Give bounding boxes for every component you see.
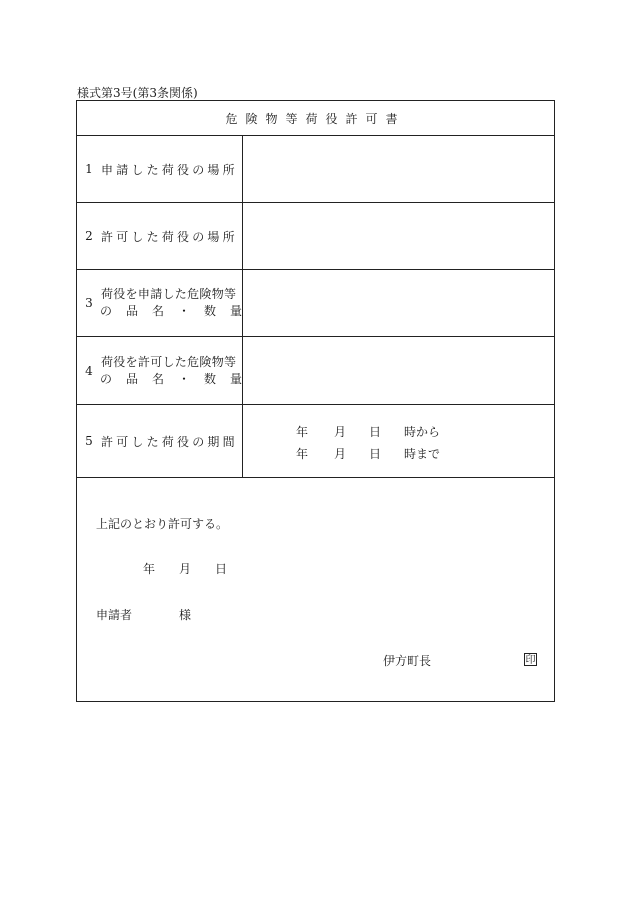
row-label-line1: 荷役を申請した危険物等 (101, 287, 237, 301)
row-permitted-goods (77, 337, 554, 405)
row-number: 5 (85, 434, 93, 448)
row-label: 許可した荷役の期間 (101, 434, 238, 449)
row-label-line2: の品名・数量 (100, 304, 257, 318)
row-label-cell (77, 337, 257, 404)
form-number-label: 様式第3号(第3条関係) (77, 86, 198, 100)
row-label-line1: 荷役を許可した危険物等 (101, 354, 237, 369)
row-number: 4 (85, 363, 93, 378)
row-number: 2 (85, 229, 93, 243)
row-label-line2: の品名・数量 (100, 371, 257, 386)
row-label (101, 354, 256, 388)
issue-date-year: 年 (143, 562, 156, 576)
issue-date-month: 月 (179, 562, 192, 576)
period-end-month: 月 (334, 447, 347, 461)
row-permitted-location (77, 203, 554, 270)
applicant-label: 申請者 (96, 608, 133, 622)
period-end-year: 年 (296, 447, 309, 461)
seal-stamp: 印 (525, 655, 536, 666)
period-start-day: 日 (369, 425, 382, 439)
row-label-cell (77, 405, 243, 477)
row-label-cell (77, 270, 257, 336)
issuer-name: 伊方町長 (383, 654, 432, 668)
period-start-year: 年 (296, 425, 309, 439)
row-label: 許可した荷役の場所 (101, 229, 238, 244)
period-end-day: 日 (369, 447, 382, 461)
issue-date-day: 日 (215, 562, 228, 576)
row-number: 1 (85, 162, 93, 176)
approval-section (77, 478, 554, 701)
row-requested-location (77, 136, 554, 203)
approval-statement: 上記のとおり許可する。 (96, 517, 229, 531)
row-requested-goods (77, 270, 554, 337)
permitted-goods-field[interactable] (243, 337, 554, 404)
period-end-time: 時まで (404, 447, 441, 461)
row-number: 3 (85, 296, 93, 310)
row-permitted-period (77, 405, 554, 478)
row-label (101, 286, 256, 320)
form-title: 危険物等荷役許可書 (77, 101, 554, 136)
row-label-cell (77, 136, 243, 202)
permit-form (76, 100, 555, 702)
applicant-honorific: 様 (179, 608, 192, 622)
row-label-cell (77, 203, 243, 269)
row-label: 申請した荷役の場所 (101, 162, 238, 177)
permitted-location-field[interactable] (243, 203, 554, 269)
requested-goods-field[interactable] (243, 270, 554, 336)
requested-location-field[interactable] (243, 136, 554, 202)
permitted-period-field[interactable] (243, 405, 554, 477)
period-start-month: 月 (334, 425, 347, 439)
period-start-time: 時から (404, 425, 441, 439)
